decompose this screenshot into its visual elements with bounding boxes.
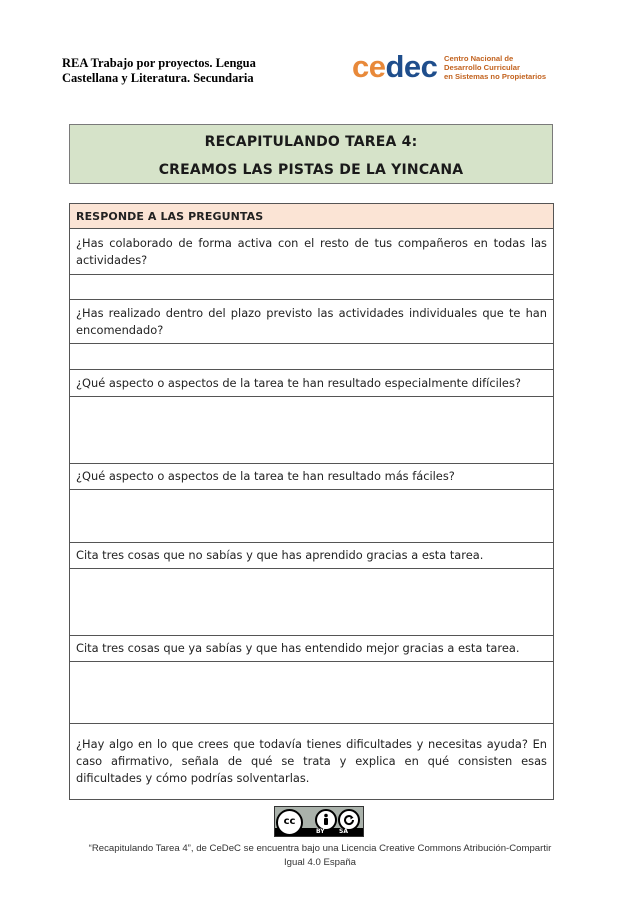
table-heading: RESPONDE A LAS PREGUNTAS bbox=[70, 204, 554, 229]
cc-icon-label: cc bbox=[283, 816, 296, 827]
title-line2: CREAMOS LAS PISTAS DE LA YINCANA bbox=[158, 162, 464, 178]
question-text: ¿Has colaborado de forma activa con el resto de tus compañeros en todas las actividades? bbox=[70, 229, 554, 275]
answer-row bbox=[70, 490, 554, 543]
answer-row bbox=[70, 569, 554, 636]
footer-line1: “Recapitulando Tarea 4”, de CeDeC se encuentra bajo una Licencia Creative Commons Atribución-Compartir bbox=[88, 843, 552, 854]
question-row bbox=[70, 370, 554, 397]
answer-row bbox=[70, 275, 554, 300]
answer-cell[interactable] bbox=[70, 344, 554, 370]
title-line1: RECAPITULANDO TAREA 4: bbox=[204, 134, 418, 150]
question-row bbox=[70, 543, 554, 569]
cedec-logo-word-part1: ce bbox=[352, 49, 386, 84]
resource-header-line2: Castellana y Literatura. Secundaria bbox=[62, 71, 254, 85]
question-row bbox=[70, 229, 554, 275]
answer-row bbox=[70, 397, 554, 464]
question-row bbox=[70, 300, 554, 344]
answer-row bbox=[70, 662, 554, 724]
question-text: ¿Qué aspecto o aspectos de la tarea te han resultado especialmente difíciles? bbox=[70, 370, 554, 397]
title-box bbox=[69, 124, 553, 184]
question-text: ¿Qué aspecto o aspectos de la tarea te han resultado más fáciles? bbox=[70, 464, 554, 490]
license-sa-label: SA bbox=[339, 828, 348, 835]
answer-cell[interactable] bbox=[70, 397, 554, 464]
cedec-logo-word-part2: dec bbox=[385, 49, 438, 84]
resource-header-line1: REA Trabajo por proyectos. Lengua bbox=[62, 56, 256, 70]
question-text: Cita tres cosas que ya sabías y que has entendido mejor gracias a esta tarea. bbox=[70, 636, 554, 662]
license-by-label: BY bbox=[316, 828, 325, 835]
license-badge[interactable] bbox=[274, 806, 364, 837]
cedec-logo-subtitle-line1: Centro Nacional de bbox=[444, 54, 514, 63]
cedec-logo-subtitle-line3: en Sistemas no Propietarios bbox=[444, 72, 547, 81]
answer-cell[interactable] bbox=[70, 275, 554, 300]
resource-header bbox=[62, 56, 282, 86]
answer-cell[interactable] bbox=[70, 662, 554, 724]
footer-line2: Igual 4.0 España bbox=[283, 857, 356, 868]
question-text: Cita tres cosas que no sabías y que has aprendido gracias a esta tarea. bbox=[70, 543, 554, 569]
cedec-logo-subtitle-line2: Desarrollo Curricular bbox=[444, 63, 520, 72]
cedec-logo bbox=[352, 50, 552, 86]
question-row bbox=[70, 464, 554, 490]
cedec-logo-subtitle bbox=[444, 54, 546, 81]
answer-cell[interactable] bbox=[70, 569, 554, 636]
table-heading-row bbox=[70, 204, 554, 229]
answer-row bbox=[70, 344, 554, 370]
answer-cell[interactable] bbox=[70, 490, 554, 543]
question-text: ¿Hay algo en lo que crees que todavía tienes dificultades y necesitas ayuda? En caso afirmativo, señala de qué se trata y explica en qué consisten esas dificultades y cómo podrías solventarlas. bbox=[70, 724, 554, 800]
cc-icon bbox=[276, 809, 303, 836]
question-text: ¿Has realizado dentro del plazo previsto las actividades individuales que te han encomendado? bbox=[70, 300, 554, 344]
question-row bbox=[70, 724, 554, 800]
footer-license-note bbox=[80, 842, 560, 870]
question-row bbox=[70, 636, 554, 662]
questions-table bbox=[69, 203, 554, 800]
cedec-logo-word bbox=[352, 50, 437, 84]
